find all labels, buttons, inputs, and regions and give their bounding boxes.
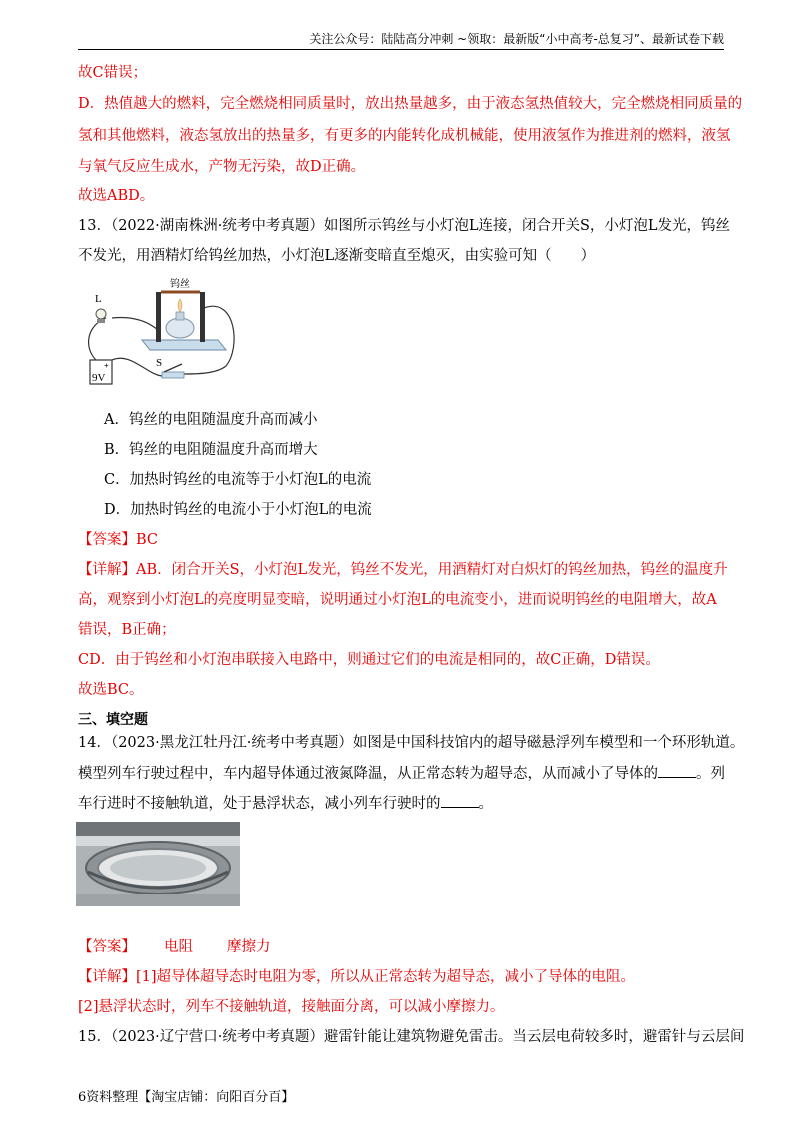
fill-blank-1[interactable] <box>658 763 696 778</box>
answer-tag: 【答案】 <box>78 939 136 955</box>
stand-base <box>142 340 226 350</box>
prev-solution-d-line2: 氢和其他燃料，液态氢放出的热量多，有更多的内能转化成机械能，使用液氢作为推进剂的燃料，液氢 <box>78 128 731 144</box>
q14-detail-line2: [2]悬浮状态时，列车不接触轨道，接触面分离，可以减小摩擦力。 <box>78 999 505 1015</box>
battery-label: 9V <box>92 372 106 384</box>
q14-stem-text: 车行进时不接触轨道，处于悬浮状态，减小列车行驶时的 <box>78 796 441 812</box>
tungsten-label: 钨丝 <box>170 279 190 290</box>
lamp-base <box>97 319 105 323</box>
page-header <box>78 32 724 50</box>
alcohol-lamp <box>166 318 194 338</box>
maglev-photo-image <box>76 822 240 906</box>
left-rod <box>156 292 161 342</box>
q15-stem-line1: 15．（2023·辽宁营口·统考中考真题）避雷针能让建筑物避免雷击。当云层电荷较多时，避雷针与云层间 <box>78 1029 745 1045</box>
q13-detail-line1 <box>78 560 728 580</box>
detail-tag: 【详解】 <box>78 562 136 578</box>
answer-value-2: 摩擦力 <box>227 939 271 955</box>
page-number: 6 <box>78 1090 87 1105</box>
prev-solution-line: 故C错误； <box>78 65 148 81</box>
lamp-label: L <box>95 293 102 305</box>
q14-stem-line1: 14．（2023·黑龙江牡丹江·统考中考真题）如图是中国科技馆内的超导磁悬浮列车模型和一个环形轨道。 <box>78 735 745 751</box>
q13-detail-line3: 错误，B正确； <box>78 622 176 638</box>
answer-value-1: 电阻 <box>164 939 193 955</box>
prev-solution-d-line3: 与氧气反应生成水，产物无污染，故D正确。 <box>78 159 366 175</box>
q13-detail-line4: CD．由于钨丝和小灯泡串联接入电路中，则通过它们的电流是相同的，故C正确，D错误。 <box>78 652 660 668</box>
q14-stem-text: 模型列车行驶过程中，车内超导体通过液氮降温，从正常态转为超导态，从而减小了导体的 <box>78 766 658 782</box>
detail-text: AB．闭合开关S，小灯泡L发光，钨丝不发光，用酒精灯对白炽灯的钨丝加热，钨丝的温度升 <box>136 562 728 578</box>
lamp-bulb <box>96 309 106 319</box>
fill-blank-2[interactable] <box>441 793 479 808</box>
detail-tag: 【详解】 <box>78 969 136 985</box>
circuit-diagram <box>76 278 246 388</box>
q13-option-d: D．加热时钨丝的电流小于小灯泡L的电流 <box>104 502 372 518</box>
section-title: 三、填空题 <box>78 712 148 728</box>
q14-stem-line3 <box>78 793 493 814</box>
q14-answer <box>78 937 271 957</box>
q14-stem-text: 。 <box>478 796 493 812</box>
answer-tag: 【答案】 <box>78 532 136 548</box>
q13-detail-line2: 高，观察到小灯泡L的亮度明显变暗，说明通过小灯泡L的电流变小，进而说明钨丝的电阻增大，故A <box>78 592 717 608</box>
q13-option-c: C．加热时钨丝的电流等于小灯泡L的电流 <box>104 472 372 488</box>
q13-answer <box>78 530 158 550</box>
right-rod <box>200 292 205 342</box>
answer-value: BC <box>136 532 159 548</box>
wire-lamp-battery <box>89 318 106 360</box>
q14-stem-text: 。列 <box>696 766 725 782</box>
alcohol-lamp-neck <box>176 312 184 320</box>
switch-label: S <box>156 357 163 369</box>
footer-text: 资料整理【淘宝店铺：向阳百分百】 <box>86 1090 295 1105</box>
q13-option-b: B．钨丝的电阻随温度升高而增大 <box>104 442 318 458</box>
wire-lamp-rod <box>112 318 158 331</box>
header-text: 关注公众号：陆陆高分冲刺 ~领取：最新版“小中高考-总复习”、最新试卷下载 <box>309 32 724 46</box>
q13-stem-line1: 13．（2022·湖南株洲·统考中考真题）如图所示钨丝与小灯泡L连接，闭合开关S，小灯泡L发光，钨丝 <box>78 218 731 234</box>
wire-battery-switch <box>112 358 162 376</box>
page-footer <box>78 1086 294 1105</box>
prev-solution-d-line1: D．热值越大的燃料，完全燃烧相同质量时，放出热量越多，由于液态氢热值较大，完全燃烧相同质量的 <box>78 96 743 112</box>
q14-detail-line1 <box>78 967 635 987</box>
q13-option-a: A．钨丝的电阻随温度升高而减小 <box>104 412 318 428</box>
switch-base <box>162 372 184 378</box>
prev-solution-choose: 故选ABD。 <box>78 188 155 204</box>
q14-stem-line2 <box>78 763 725 784</box>
q13-choose: 故选BC。 <box>78 682 144 698</box>
q13-stem-line2: 不发光，用酒精灯给钨丝加热，小灯泡L逐渐变暗直至熄灭，由实验可知（ ） <box>78 248 596 264</box>
battery-plus: + <box>104 361 109 370</box>
detail-text: [1]超导体超导态时电阻为零，所以从正常态转为超导态，减小了导体的电阻。 <box>136 969 636 985</box>
flame-icon <box>178 299 182 312</box>
maglev-track-photo <box>76 822 240 906</box>
switch-lever <box>164 364 182 372</box>
